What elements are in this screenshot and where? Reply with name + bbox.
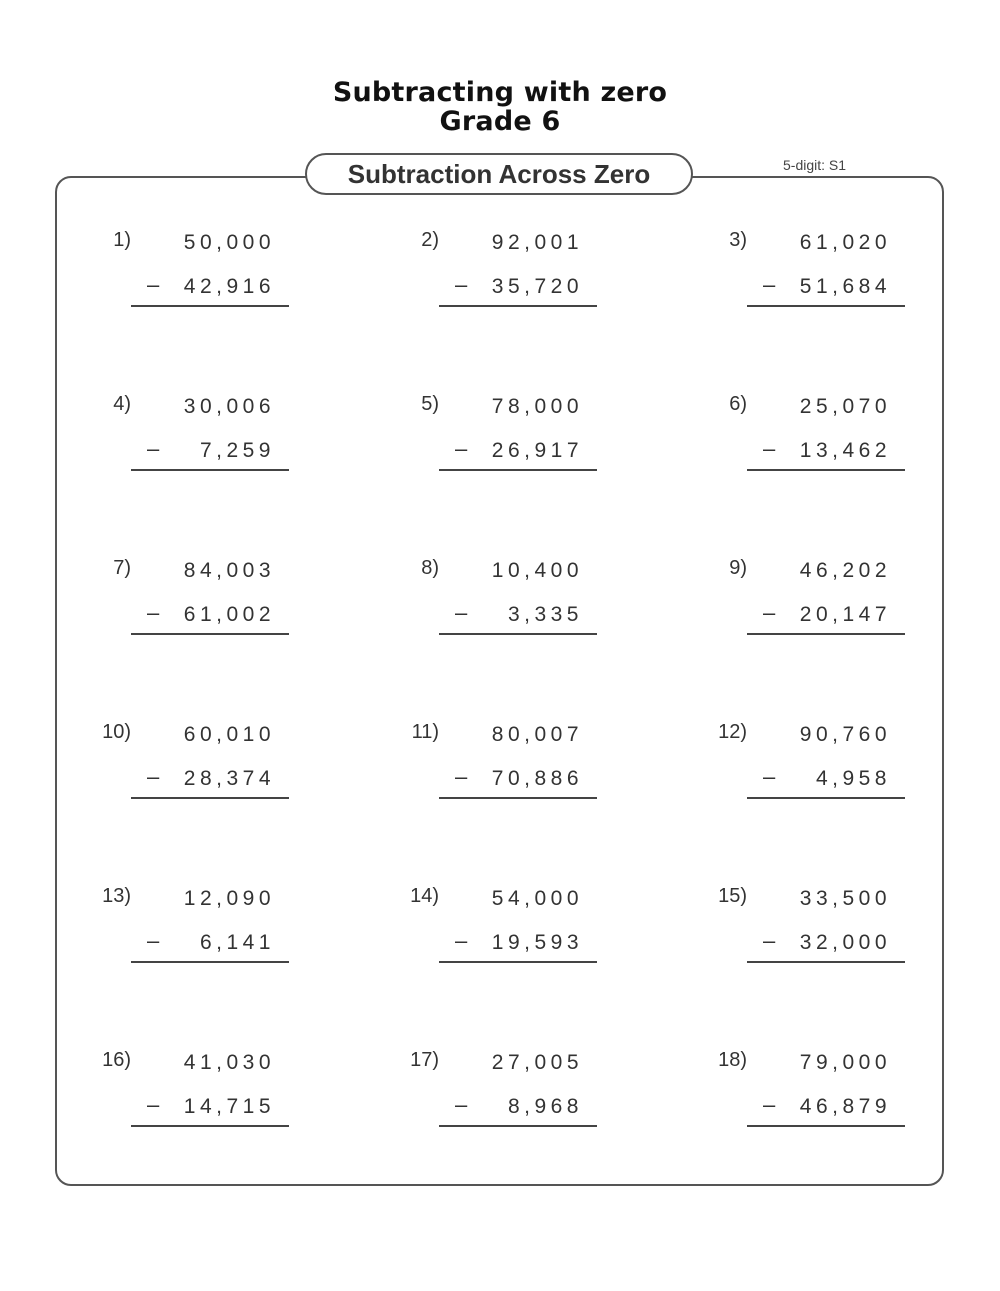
answer-line (131, 797, 289, 799)
problem-number: 2) (421, 229, 439, 251)
minus-sign: – (763, 436, 776, 461)
minuend: 60,010 (183, 723, 275, 746)
subtrahend: 35,720 (491, 275, 583, 298)
minuend: 92,001 (491, 231, 583, 254)
answer-line (747, 305, 905, 307)
minuend: 50,000 (183, 231, 275, 254)
minuend: 79,000 (799, 1051, 891, 1074)
minus-sign: – (455, 436, 468, 461)
subtrahend: 26,917 (491, 439, 583, 462)
level-tag: 5-digit: S1 (783, 157, 847, 173)
problem-13 (97, 885, 297, 965)
minuend: 78,000 (491, 395, 583, 418)
minuend: 12,090 (183, 887, 275, 910)
minuend: 30,006 (183, 395, 275, 418)
minuend: 27,005 (491, 1051, 583, 1074)
subtrahend: 3,335 (507, 603, 583, 626)
answer-line (131, 961, 289, 963)
answer-line (439, 469, 597, 471)
page-heading (0, 78, 1000, 136)
minuend: 61,020 (799, 231, 891, 254)
problem-15 (713, 885, 913, 965)
problem-11 (405, 721, 605, 801)
problem-number: 16) (102, 1049, 131, 1071)
answer-line (747, 1125, 905, 1127)
minus-sign: – (763, 600, 776, 625)
answer-line (131, 305, 289, 307)
problem-number: 4) (113, 393, 131, 415)
minuend: 84,003 (183, 559, 275, 582)
problem-17 (405, 1049, 605, 1129)
minus-sign: – (763, 764, 776, 789)
grade-label: Grade 6 (439, 106, 561, 137)
answer-line (131, 633, 289, 635)
problem-7 (97, 557, 297, 637)
problem-number: 11) (411, 721, 439, 743)
minuend: 33,500 (799, 887, 891, 910)
subtrahend: 7,259 (199, 439, 275, 462)
minus-sign: – (147, 928, 160, 953)
answer-line (747, 469, 905, 471)
problem-12 (713, 721, 913, 801)
problem-number: 5) (421, 393, 439, 415)
problem-4 (97, 393, 297, 473)
answer-line (131, 1125, 289, 1127)
answer-line (439, 1125, 597, 1127)
problem-8 (405, 557, 605, 637)
problem-6 (713, 393, 913, 473)
subtrahend: 13,462 (799, 439, 891, 462)
subtrahend: 46,879 (799, 1095, 891, 1118)
minuend: 25,070 (799, 395, 891, 418)
minus-sign: – (455, 928, 468, 953)
minus-sign: – (455, 1092, 468, 1117)
answer-line (747, 961, 905, 963)
answer-line (439, 305, 597, 307)
problem-number: 8) (421, 557, 439, 579)
minus-sign: – (455, 600, 468, 625)
subtrahend: 4,958 (815, 767, 891, 790)
problem-number: 7) (113, 557, 131, 579)
subtrahend: 70,886 (491, 767, 583, 790)
minuend: 90,760 (799, 723, 891, 746)
minuend: 46,202 (799, 559, 891, 582)
problem-number: 17) (410, 1049, 439, 1071)
minuend: 54,000 (491, 887, 583, 910)
problem-number: 13) (102, 885, 131, 907)
subtrahend: 8,968 (507, 1095, 583, 1118)
problem-number: 14) (410, 885, 439, 907)
problem-number: 6) (729, 393, 747, 415)
problem-number: 15) (718, 885, 747, 907)
subtrahend: 28,374 (183, 767, 275, 790)
minus-sign: – (147, 436, 160, 461)
problem-9 (713, 557, 913, 637)
subtrahend: 42,916 (183, 275, 275, 298)
problem-3 (713, 229, 913, 309)
problem-16 (97, 1049, 297, 1129)
subtrahend: 19,593 (491, 931, 583, 954)
minus-sign: – (763, 1092, 776, 1117)
answer-line (439, 633, 597, 635)
worksheet-frame (55, 176, 944, 1186)
problem-10 (97, 721, 297, 801)
subtrahend: 6,141 (199, 931, 275, 954)
minus-sign: – (763, 928, 776, 953)
answer-line (439, 961, 597, 963)
subtrahend: 20,147 (799, 603, 891, 626)
answer-line (439, 797, 597, 799)
problem-1 (97, 229, 297, 309)
problem-number: 18) (718, 1049, 747, 1071)
problem-18 (713, 1049, 913, 1129)
problem-number: 10) (102, 721, 131, 743)
problem-number: 9) (729, 557, 747, 579)
minus-sign: – (147, 1092, 160, 1117)
problem-number: 3) (729, 229, 747, 251)
minus-sign: – (147, 600, 160, 625)
problem-number: 12) (718, 721, 747, 743)
minuend: 80,007 (491, 723, 583, 746)
minus-sign: – (147, 272, 160, 297)
answer-line (747, 797, 905, 799)
minus-sign: – (455, 272, 468, 297)
minus-sign: – (455, 764, 468, 789)
subtrahend: 32,000 (799, 931, 891, 954)
problem-14 (405, 885, 605, 965)
minuend: 41,030 (183, 1051, 275, 1074)
minus-sign: – (763, 272, 776, 297)
worksheet-title: Subtraction Across Zero (305, 153, 693, 195)
problem-number: 1) (113, 229, 131, 251)
subtrahend: 51,684 (799, 275, 891, 298)
minus-sign: – (147, 764, 160, 789)
answer-line (747, 633, 905, 635)
subtrahend: 61,002 (183, 603, 275, 626)
subtrahend: 14,715 (183, 1095, 275, 1118)
page-title: Subtracting with zero (332, 77, 668, 108)
problem-2 (405, 229, 605, 309)
minuend: 10,400 (491, 559, 583, 582)
problem-5 (405, 393, 605, 473)
answer-line (131, 469, 289, 471)
